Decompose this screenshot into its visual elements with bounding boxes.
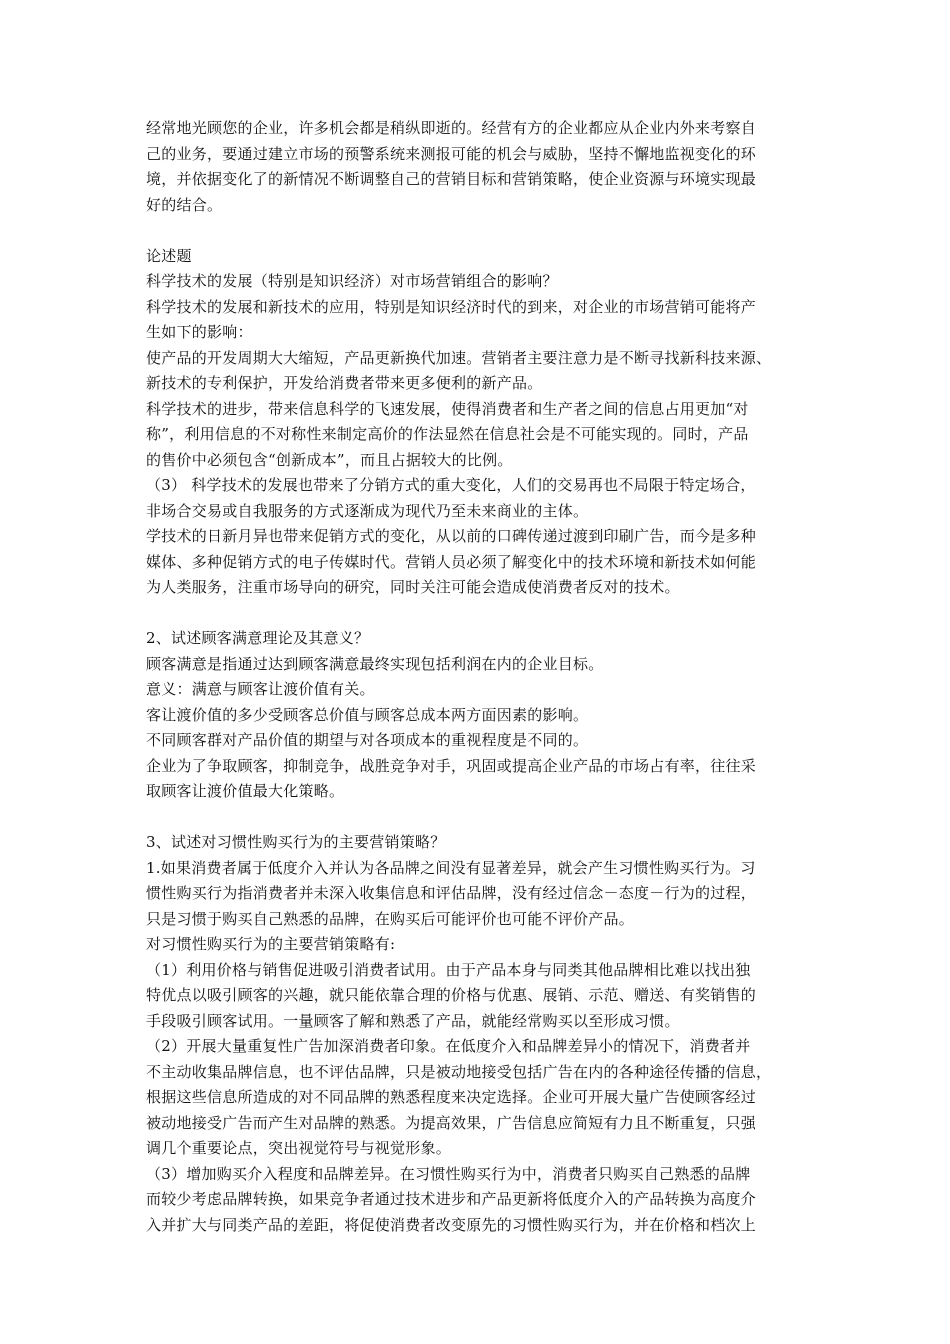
section-heading: 论述题: [146, 246, 192, 265]
text-line: 意义：满意与顾客让渡价值有关。: [146, 680, 375, 698]
paragraph-gap: [146, 601, 810, 627]
paragraph-gap: [146, 218, 810, 244]
text-line: 只是习惯于购买自己熟悉的品牌，在购买后可能评价也可能不评价产品。: [146, 909, 635, 928]
text-line: 非场合交易或自我服务的方式逐渐成为现代乃至未来商业的主体。: [146, 501, 589, 520]
text-line: 客让渡价值的多少受顾客总价值与顾客总成本两方面因素的影响。: [146, 705, 589, 724]
text-line: 科学技术的进步，带来信息科学的飞速发展，使得消费者和生产者之间的信息占用更加“对: [146, 399, 749, 418]
text-line: 企业为了争取顾客，抑制竞争，战胜竞争对手，巩固或提高企业产品的市场占有率，往往采: [146, 756, 757, 775]
essay-section-1: [146, 244, 810, 601]
text-line: （1）利用价格与销售促进吸引消费者试用。由于产品本身与同类其他品牌相比难以找出独: [146, 960, 751, 979]
text-line: 科学技术的发展和新技术的应用，特别是知识经济时代的到来，对企业的市场营销可能将产: [146, 297, 757, 316]
intro-paragraph: [146, 116, 810, 218]
text-line: 不同顾客群对产品价值的期望与对各项成本的重视程度是不同的。: [146, 731, 589, 749]
question-title: 3、试述对习惯性购买行为的主要营销策略？: [146, 833, 446, 851]
essay-section-2: [146, 626, 810, 805]
text-line: 惯性购买行为指消费者并未深入收集信息和评估品牌，没有经过信念－态度－行为的过程，: [146, 884, 757, 902]
text-line: 而较少考虑品牌转换，如果竞争者通过技术进步和产品更新将低度介入的产品转换为高度介: [146, 1190, 757, 1208]
text-line: 境，并依据变化了的新情况不断调整自己的营销目标和营销策略，使企业资源与环境实现最: [146, 170, 757, 188]
text-line: （3）增加购买介入程度和品牌差异。在习惯性购买行为中，消费者只购买自己熟悉的品牌: [146, 1164, 751, 1183]
text-line: 的售价中必须包含“创新成本”，而且占据较大的比例。: [146, 450, 513, 469]
text-line: 好的结合。: [146, 195, 223, 214]
text-line: 取顾客让渡价值最大化策略。: [146, 782, 345, 800]
text-line: 经常地光顾您的企业，许多机会都是稍纵即逝的。经营有方的企业都应从企业内外来考察自: [146, 119, 757, 137]
text-line: 生如下的影响：: [146, 323, 253, 341]
text-line: 对习惯性购买行为的主要营销策略有:: [146, 935, 396, 953]
text-line: 根据这些信息所造成的对不同品牌的熟悉程度来决定选择。企业可开展大量广告使顾客经过: [146, 1088, 757, 1106]
text-line: （3） 科学技术的发展也带来了分销方式的重大变化，人们的交易再也不局限于特定场合，: [146, 476, 756, 494]
text-line: 使产品的开发周期大大缩短，产品更新换代加速。营销者主要注意力是不断寻找新科技来源、: [146, 348, 772, 367]
text-line: 己的业务，要通过建立市场的预警系统来测报可能的机会与威胁，坚持不懈地监视变化的环: [146, 144, 757, 163]
essay-section-3: [146, 830, 810, 1238]
text-line: 手段吸引顾客试用。一量顾客了解和熟悉了产品，就能经常购买以至形成习惯。: [146, 1011, 680, 1030]
text-line: （2）开展大量重复性广告加深消费者印象。在低度介入和品牌差异小的情况下，消费者并: [146, 1037, 751, 1055]
text-line: 调几个重要论点，突出视觉符号与视觉形象。: [146, 1139, 452, 1157]
text-line: 媒体、多种促销方式的电子传媒时代。营销人员必须了解变化中的技术环境和新技术如何能: [146, 552, 757, 571]
question-title: 科学技术的发展（特别是知识经济）对市场营销组合的影响？: [146, 272, 558, 290]
text-line: 学技术的日新月异也带来促销方式的变化，从以前的口碑传递过渡到印刷广告，而今是多种: [146, 527, 757, 545]
text-line: 1.如果消费者属于低度介入并认为各品牌之间没有显著差异，就会产生习惯性购买行为。习: [146, 858, 756, 877]
text-line: 称”，利用信息的不对称性来制定高价的作法显然在信息社会是不可能实现的。同时，产品: [146, 425, 749, 443]
text-line: 顾客满意是指通过达到顾客满意最终实现包括利润在内的企业目标。: [146, 654, 604, 673]
paragraph-gap: [146, 805, 810, 831]
text-line: 新技术的专利保护，开发给消费者带来更多便利的新产品。: [146, 374, 543, 392]
text-line: 被动地接受广告而产生对品牌的熟悉。为提高效果，广告信息应简短有力且不断重复，只强: [146, 1113, 757, 1132]
text-line: 特优点以吸引顾客的兴趣，就只能依靠合理的价格与优惠、展销、示范、赠送、有奖销售的: [146, 986, 757, 1004]
text-line: 不主动收集品牌信息，也不评估品牌，只是被动地接受包括广告在内的各种途径传播的信息，: [146, 1062, 772, 1081]
question-title: 2、试述顾客满意理论及其意义？: [146, 629, 370, 647]
text-line: 为人类服务，注重市场导向的研究，同时关注可能会造成使消费者反对的技术。: [146, 578, 680, 596]
text-line: 入并扩大与同类产品的差距，将促使消费者改变原先的习惯性购买行为，并在价格和档次上: [146, 1215, 757, 1234]
document-body: [146, 116, 810, 1238]
